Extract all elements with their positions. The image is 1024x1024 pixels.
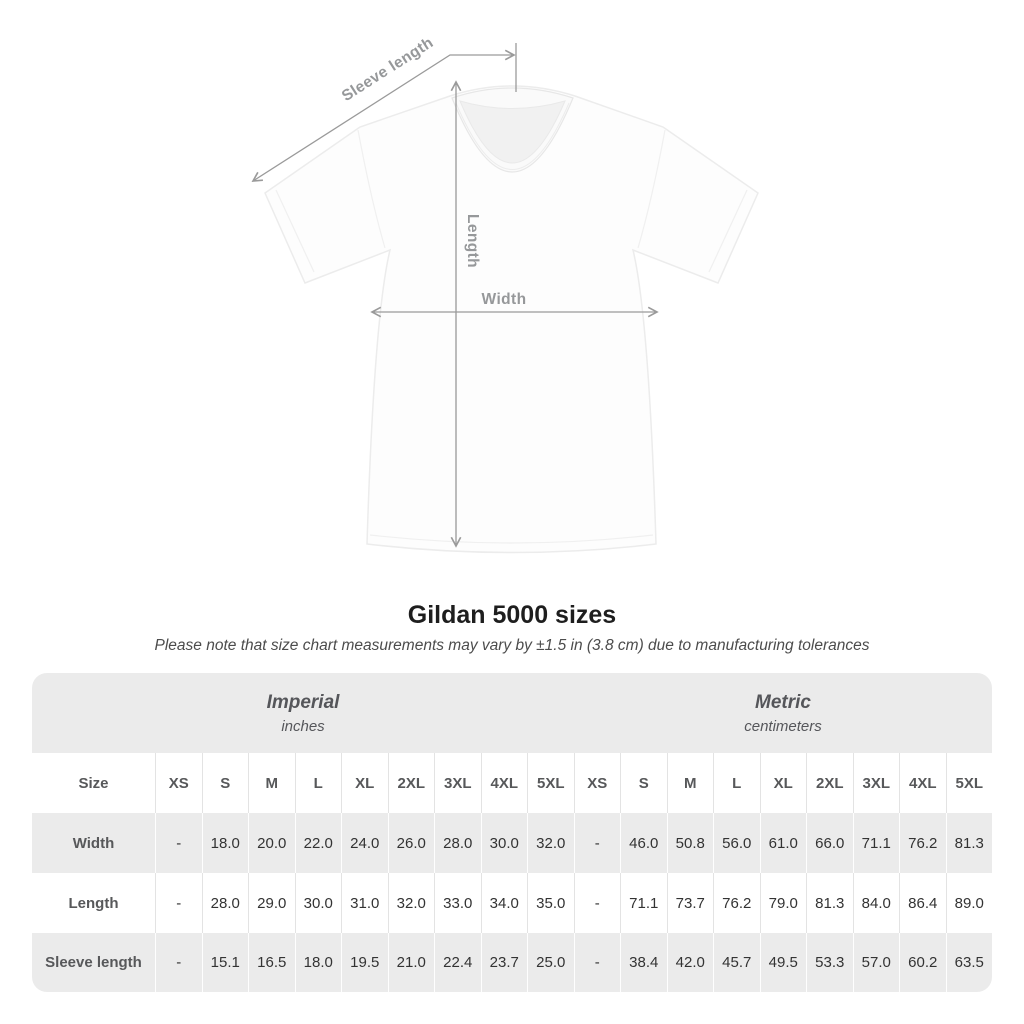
table-cell: 31.0	[341, 873, 388, 933]
table-cell: 71.1	[853, 813, 900, 873]
table-cell: 57.0	[853, 933, 900, 992]
table-cell: 56.0	[713, 813, 760, 873]
table-cell: 76.2	[713, 873, 760, 933]
table-cell: 29.0	[248, 873, 295, 933]
size-header: M	[248, 753, 295, 813]
table-cell: 23.7	[481, 933, 528, 992]
size-header: 3XL	[853, 753, 900, 813]
tshirt-shape	[265, 86, 758, 553]
row-label: Length	[68, 894, 119, 912]
metric-label: Metric	[755, 691, 811, 713]
table-cell: 26.0	[388, 813, 435, 873]
table-cell: 61.0	[760, 813, 807, 873]
table-cell: 84.0	[853, 873, 900, 933]
size-header: M	[667, 753, 714, 813]
table-cell: -	[574, 933, 621, 992]
unit-group-metric	[574, 673, 992, 753]
table-cell: 22.4	[434, 933, 481, 992]
table-cell: 22.0	[295, 813, 342, 873]
size-header: 2XL	[806, 753, 853, 813]
imperial-sub-label: inches	[281, 717, 325, 735]
table-cell: 30.0	[295, 873, 342, 933]
sleeve-length-row	[32, 933, 992, 992]
table-cell: 89.0	[946, 873, 993, 933]
width-row	[32, 813, 992, 873]
table-cell: 19.5	[341, 933, 388, 992]
size-header: 5XL	[946, 753, 993, 813]
size-header: L	[295, 753, 342, 813]
length-row	[32, 873, 992, 933]
table-cell: 46.0	[620, 813, 667, 873]
page-title: Gildan 5000 sizes	[407, 601, 617, 629]
size-header: 4XL	[899, 753, 946, 813]
table-cell: 32.0	[388, 873, 435, 933]
table-cell: 81.3	[806, 873, 853, 933]
table-cell: 28.0	[434, 813, 481, 873]
table-cell: 45.7	[713, 933, 760, 992]
tolerance-note: Please note that size chart measurements may vary by ±1.5 in (3.8 cm) due to manufacturing tolerances	[154, 637, 870, 654]
length-label: Length	[464, 213, 481, 269]
size-header: XS	[155, 753, 202, 813]
table-cell: 20.0	[248, 813, 295, 873]
table-cell: 71.1	[620, 873, 667, 933]
imperial-label: Imperial	[266, 691, 340, 713]
metric-sub-label: centimeters	[744, 717, 822, 735]
table-cell: -	[574, 813, 621, 873]
size-header: S	[202, 753, 249, 813]
table-cell: 50.8	[667, 813, 714, 873]
table-cell: 60.2	[899, 933, 946, 992]
sleeve-length-label: Sleeve length	[338, 34, 437, 105]
unit-band	[32, 673, 992, 753]
table-cell: 86.4	[899, 873, 946, 933]
row-label: Sleeve length	[45, 954, 142, 971]
table-cell: 79.0	[760, 873, 807, 933]
size-header: S	[620, 753, 667, 813]
table-cell: 81.3	[946, 813, 993, 873]
size-header: 2XL	[388, 753, 435, 813]
table-cell: -	[155, 873, 202, 933]
table-cell: 76.2	[899, 813, 946, 873]
table-cell: 21.0	[388, 933, 435, 992]
table-cell: 35.0	[527, 873, 574, 933]
table-cell: -	[155, 813, 202, 873]
size-header: 3XL	[434, 753, 481, 813]
table-cell: 49.5	[760, 933, 807, 992]
table-cell: 63.5	[946, 933, 993, 992]
table-cell: 28.0	[202, 873, 249, 933]
width-label: Width	[481, 291, 527, 308]
table-cell: 15.1	[202, 933, 249, 992]
size-header: XL	[341, 753, 388, 813]
table-cell: 25.0	[527, 933, 574, 992]
size-header: 4XL	[481, 753, 528, 813]
table-cell: 66.0	[806, 813, 853, 873]
size-table	[32, 673, 992, 992]
table-cell: -	[155, 933, 202, 992]
size-header: XL	[760, 753, 807, 813]
size-header: 5XL	[527, 753, 574, 813]
size-col-title: Size	[78, 774, 109, 792]
table-cell: 38.4	[620, 933, 667, 992]
table-cell: 18.0	[295, 933, 342, 992]
unit-group-imperial	[32, 673, 574, 753]
table-cell: 73.7	[667, 873, 714, 933]
size-header-row	[32, 753, 992, 813]
table-cell: 32.0	[527, 813, 574, 873]
size-header: XS	[574, 753, 621, 813]
row-label: Width	[72, 834, 115, 852]
table-cell: 24.0	[341, 813, 388, 873]
table-cell: 16.5	[248, 933, 295, 992]
size-header: L	[713, 753, 760, 813]
table-cell: 34.0	[481, 873, 528, 933]
table-cell: 18.0	[202, 813, 249, 873]
table-cell: 42.0	[667, 933, 714, 992]
table-cell: 53.3	[806, 933, 853, 992]
table-cell: -	[574, 873, 621, 933]
table-cell: 33.0	[434, 873, 481, 933]
table-cell: 30.0	[481, 813, 528, 873]
